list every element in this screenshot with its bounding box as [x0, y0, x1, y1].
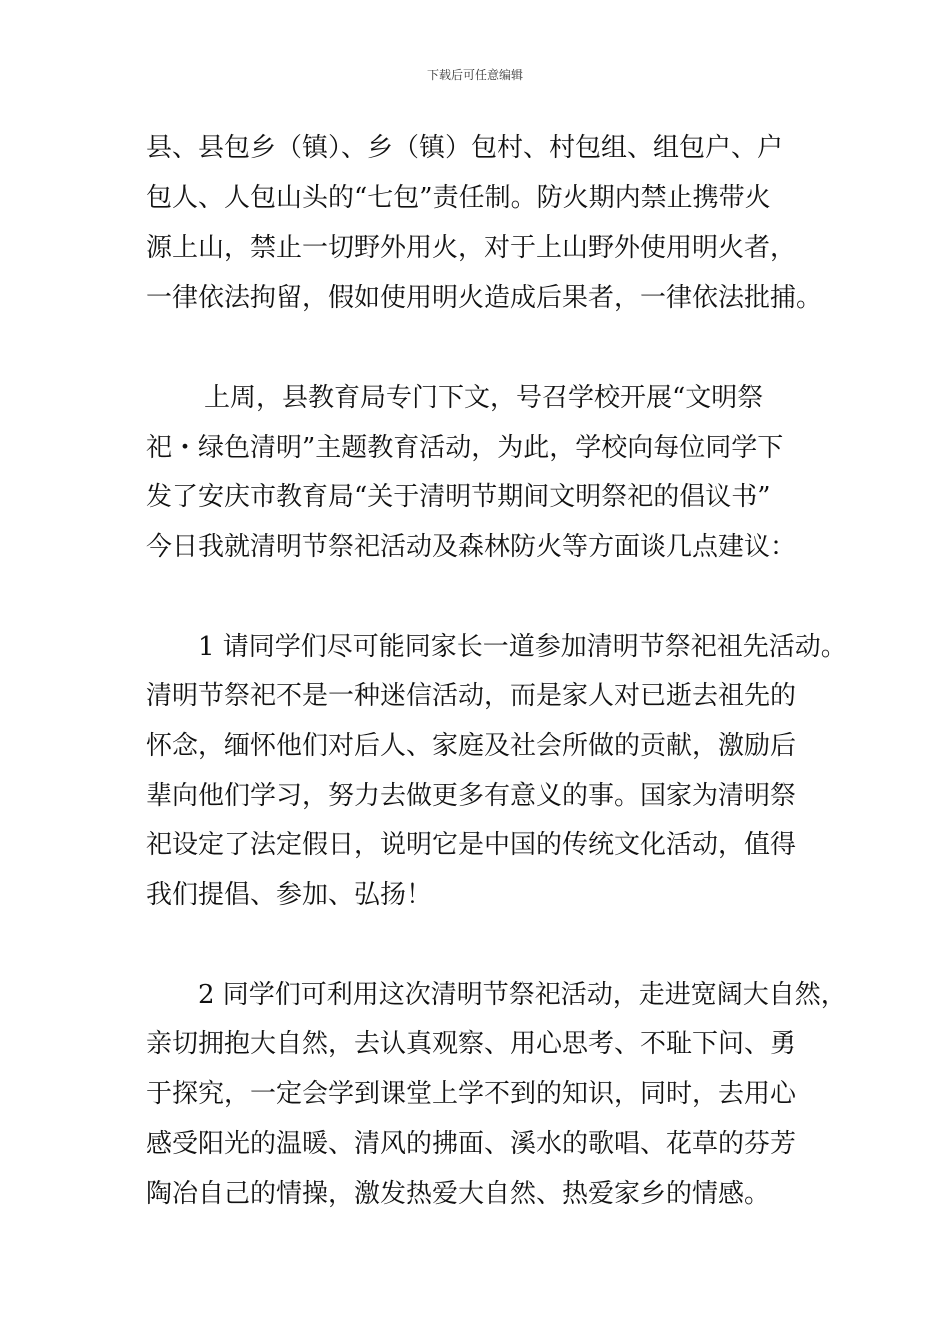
- page-header-note: 下载后可任意编辑: [426, 68, 523, 82]
- paragraph-line: 亲切拥抱大自然，去认真观察、用心思考、不耻下问、勇: [146, 1029, 797, 1059]
- paragraph-line: 发了安庆市教育局“关于清明节期间文明祭祀的倡议书”: [146, 482, 771, 512]
- paragraph-line: 1 请同学们尽可能同家长一道参加清明节祭祀祖先活动。: [198, 632, 847, 662]
- paragraph-line: 上周，县教育局专门下文，号召学校开展“文明祭: [204, 383, 764, 413]
- paragraph-line: 源上山，禁止一切野外用火，对于上山野外使用明火者，: [146, 233, 797, 263]
- paragraph-line: 感受阳光的温暖、清风的拂面、溪水的歌唱、花草的芬芳: [146, 1129, 797, 1159]
- paragraph-line: 祀设定了法定假日，说明它是中国的传统文化活动，值得: [146, 830, 797, 860]
- paragraph-line: 县、县包乡（镇）、乡（镇）包村、村包组、组包户、户: [146, 133, 784, 163]
- paragraph-line: 辈向他们学习，努力去做更多有意义的事。国家为清明祭: [146, 781, 797, 811]
- paragraph-line: 于探究，一定会学到课堂上学不到的知识，同时，去用心: [146, 1079, 797, 1109]
- paragraph-line: 今日我就清明节祭祀活动及森林防火等方面谈几点建议：: [146, 532, 797, 562]
- paragraph-line: 陶冶自己的情操，激发热爱大自然、热爱家乡的情感。: [146, 1179, 771, 1209]
- paragraph-line: 2 同学们可利用这次清明节祭祀活动，走进宽阔大自然，: [198, 980, 847, 1010]
- paragraph-line: 包人、人包山头的“七包”责任制。防火期内禁止携带火: [146, 183, 771, 213]
- paragraph-line: 祀・绿色清明”主题教育活动，为此，学校向每位同学下: [146, 433, 784, 463]
- paragraph-line: 一律依法拘留，假如使用明火造成后果者，一律依法批捕。: [146, 283, 823, 313]
- paragraph-line: 清明节祭祀不是一种迷信活动，而是家人对已逝去祖先的: [146, 681, 797, 711]
- paragraph-line: 怀念，缅怀他们对后人、家庭及社会所做的贡献，激励后: [146, 731, 797, 761]
- paragraph-line: 我们提倡、参加、弘扬！: [146, 880, 433, 910]
